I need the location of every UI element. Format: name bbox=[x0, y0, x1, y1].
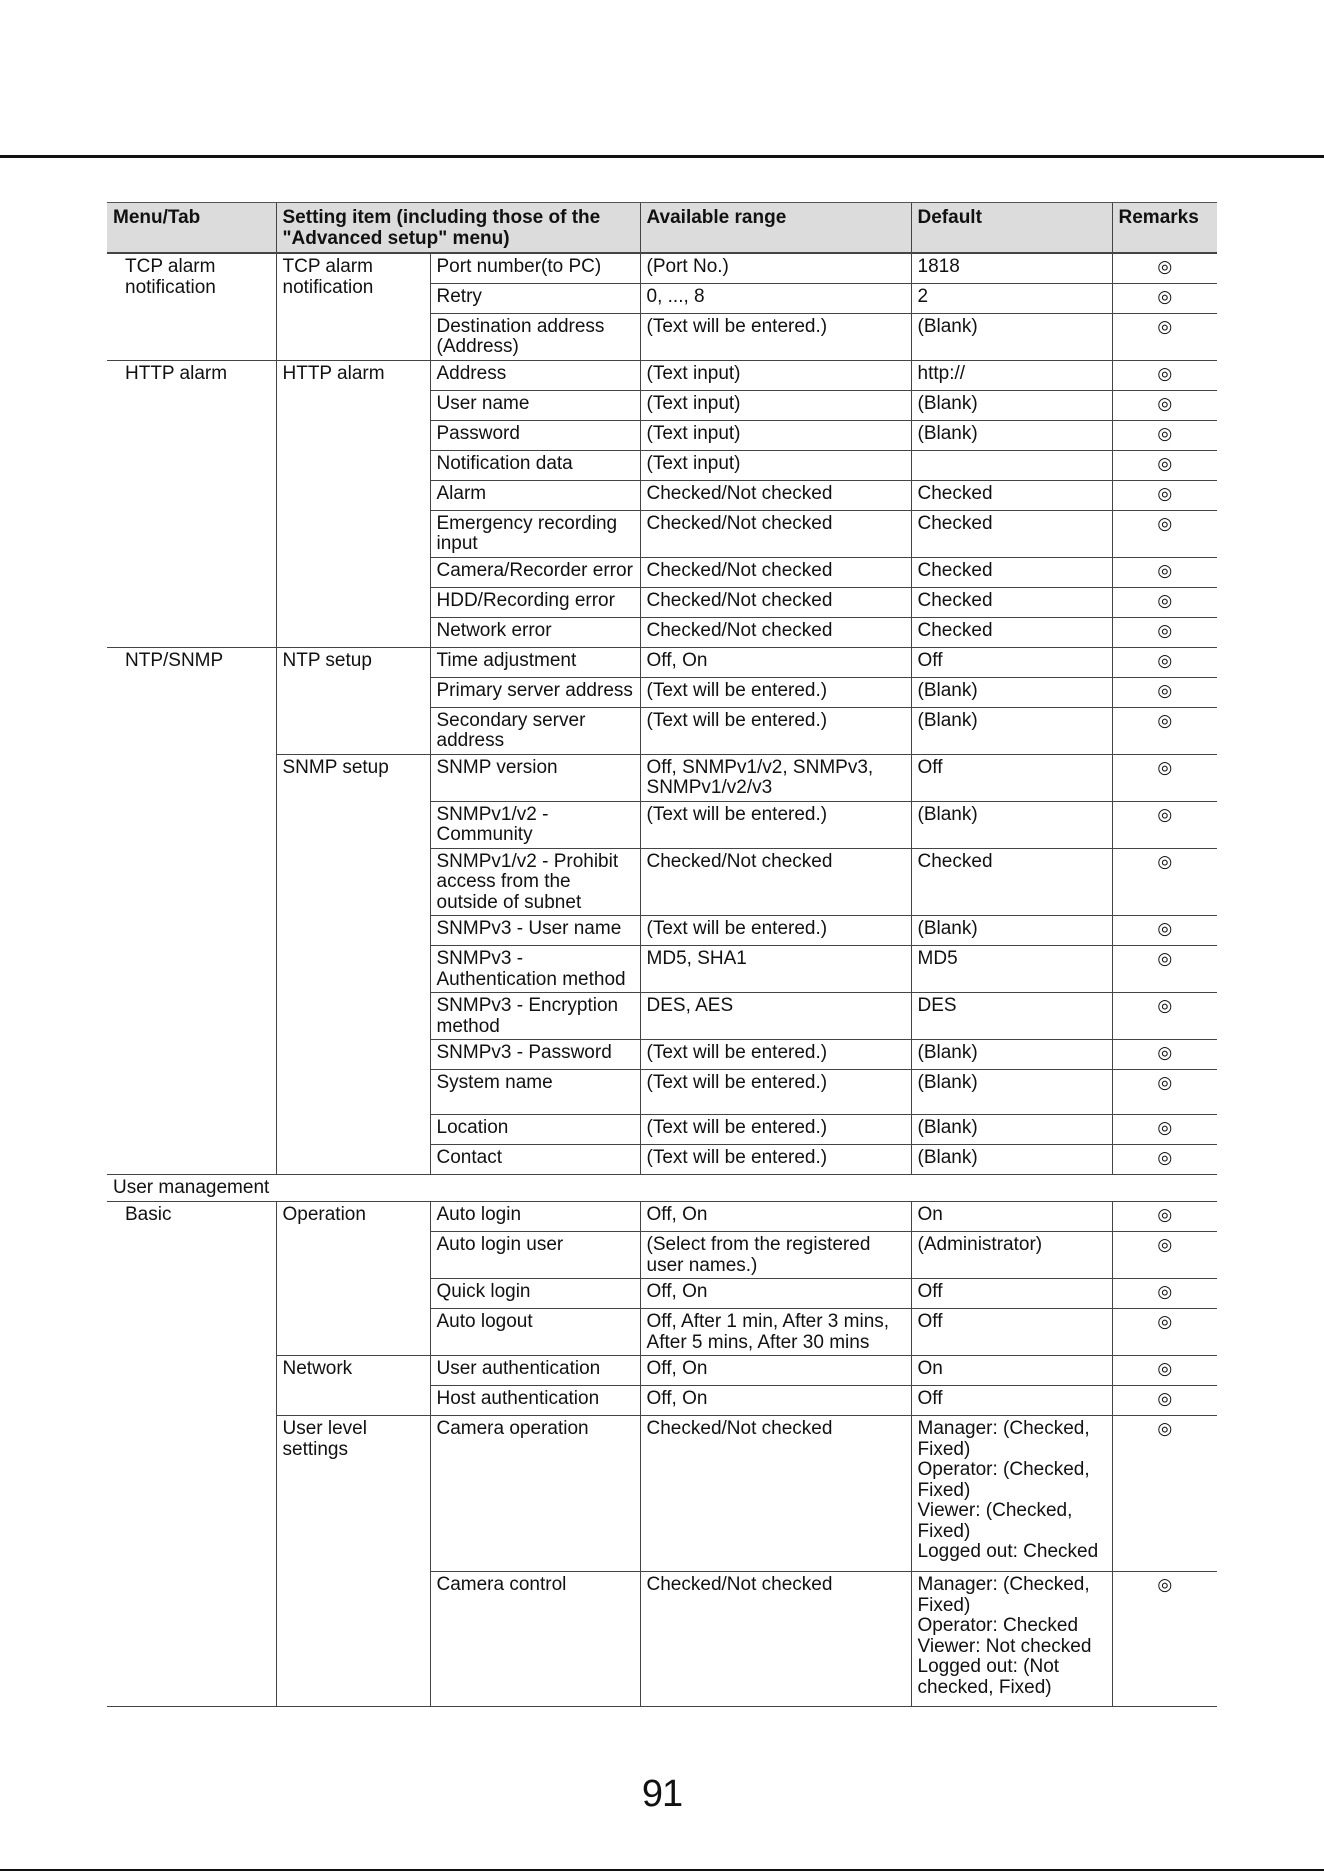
available-range: Off, On bbox=[640, 647, 911, 677]
available-range: Checked/Not checked bbox=[640, 587, 911, 617]
setting-item: Location bbox=[430, 1115, 640, 1145]
setting-item: Camera control bbox=[430, 1572, 640, 1707]
remarks-mark: ◎ bbox=[1112, 1279, 1217, 1309]
setting-item: Password bbox=[430, 420, 640, 450]
remarks-mark: ◎ bbox=[1112, 1356, 1217, 1386]
header-setting-item: Setting item (including those of the "Advanced setup" menu) bbox=[276, 203, 640, 254]
table-body bbox=[107, 253, 1217, 1707]
setting-item: Secondary server address bbox=[430, 707, 640, 754]
tab-cell: TCP alarm notification bbox=[276, 253, 430, 360]
available-range: Off, On bbox=[640, 1202, 911, 1232]
default-value: Checked bbox=[911, 848, 1112, 916]
available-range: Checked/Not checked bbox=[640, 1572, 911, 1707]
remarks-mark: ◎ bbox=[1112, 1145, 1217, 1175]
setting-item: Alarm bbox=[430, 480, 640, 510]
remarks-mark: ◎ bbox=[1112, 1416, 1217, 1572]
setting-item: Retry bbox=[430, 283, 640, 313]
remarks-mark: ◎ bbox=[1112, 946, 1217, 993]
remarks-mark: ◎ bbox=[1112, 1202, 1217, 1232]
default-value: (Blank) bbox=[911, 677, 1112, 707]
remarks-mark: ◎ bbox=[1112, 1040, 1217, 1070]
default-value: Manager: (Checked, Fixed) Operator: (Checked, Fixed) Viewer: (Checked, Fixed) Logged out: Checked bbox=[911, 1416, 1112, 1572]
remarks-mark: ◎ bbox=[1112, 1309, 1217, 1356]
default-value: (Blank) bbox=[911, 801, 1112, 848]
available-range: (Select from the registered user names.) bbox=[640, 1232, 911, 1279]
default-value: http:// bbox=[911, 360, 1112, 390]
remarks-mark: ◎ bbox=[1112, 754, 1217, 801]
setting-item: Emergency recording input bbox=[430, 510, 640, 557]
remarks-mark: ◎ bbox=[1112, 1070, 1217, 1115]
setting-item: Camera operation bbox=[430, 1416, 640, 1572]
tab-cell: User level settings bbox=[276, 1416, 430, 1707]
remarks-mark: ◎ bbox=[1112, 480, 1217, 510]
default-value: (Blank) bbox=[911, 420, 1112, 450]
setting-item: Host authentication bbox=[430, 1386, 640, 1416]
default-value: Off bbox=[911, 1279, 1112, 1309]
header-default: Default bbox=[911, 203, 1112, 254]
default-value: DES bbox=[911, 993, 1112, 1040]
tab-cell: NTP setup bbox=[276, 647, 430, 754]
setting-item: SNMPv3 - User name bbox=[430, 916, 640, 946]
available-range: Checked/Not checked bbox=[640, 1416, 911, 1572]
page-number: 91 bbox=[641, 1773, 683, 1815]
remarks-mark: ◎ bbox=[1112, 1232, 1217, 1279]
remarks-mark: ◎ bbox=[1112, 677, 1217, 707]
tab-cell: Operation bbox=[276, 1202, 430, 1356]
default-value: MD5 bbox=[911, 946, 1112, 993]
setting-item: SNMPv1/v2 - Prohibit access from the outside of subnet bbox=[430, 848, 640, 916]
available-range: (Text input) bbox=[640, 450, 911, 480]
available-range: (Text input) bbox=[640, 390, 911, 420]
default-value bbox=[911, 450, 1112, 480]
remarks-mark: ◎ bbox=[1112, 510, 1217, 557]
setting-item: Port number(to PC) bbox=[430, 253, 640, 283]
default-value: (Blank) bbox=[911, 1115, 1112, 1145]
available-range: DES, AES bbox=[640, 993, 911, 1040]
remarks-mark: ◎ bbox=[1112, 283, 1217, 313]
setting-item: Network error bbox=[430, 617, 640, 647]
top-rule bbox=[0, 155, 1324, 158]
default-value: On bbox=[911, 1356, 1112, 1386]
settings-table bbox=[107, 202, 1217, 1707]
remarks-mark: ◎ bbox=[1112, 253, 1217, 283]
remarks-mark: ◎ bbox=[1112, 360, 1217, 390]
default-value: (Blank) bbox=[911, 707, 1112, 754]
available-range: (Text will be entered.) bbox=[640, 916, 911, 946]
remarks-mark: ◎ bbox=[1112, 450, 1217, 480]
setting-item: SNMPv3 - Password bbox=[430, 1040, 640, 1070]
remarks-mark: ◎ bbox=[1112, 1572, 1217, 1707]
default-value: Checked bbox=[911, 557, 1112, 587]
default-value: (Administrator) bbox=[911, 1232, 1112, 1279]
setting-item: System name bbox=[430, 1070, 640, 1115]
available-range: Checked/Not checked bbox=[640, 617, 911, 647]
tab-cell: HTTP alarm bbox=[276, 360, 430, 647]
setting-item: Camera/Recorder error bbox=[430, 557, 640, 587]
header-menu-tab: Menu/Tab bbox=[107, 203, 276, 254]
available-range: (Text input) bbox=[640, 420, 911, 450]
default-value: On bbox=[911, 1202, 1112, 1232]
setting-item: Auto login bbox=[430, 1202, 640, 1232]
setting-item: Destination address (Address) bbox=[430, 313, 640, 360]
available-range: Off, On bbox=[640, 1386, 911, 1416]
remarks-mark: ◎ bbox=[1112, 848, 1217, 916]
menu-cell: HTTP alarm bbox=[107, 360, 276, 647]
menu-cell: NTP/SNMP bbox=[107, 647, 276, 1175]
setting-item: SNMPv1/v2 - Community bbox=[430, 801, 640, 848]
available-range: Checked/Not checked bbox=[640, 510, 911, 557]
remarks-mark: ◎ bbox=[1112, 587, 1217, 617]
default-value: (Blank) bbox=[911, 1070, 1112, 1115]
setting-item: Auto logout bbox=[430, 1309, 640, 1356]
setting-item: SNMPv3 - Encryption method bbox=[430, 993, 640, 1040]
section-row bbox=[107, 1175, 1217, 1202]
setting-item: User name bbox=[430, 390, 640, 420]
available-range: Off, After 1 min, After 3 mins, After 5 mins, After 30 mins bbox=[640, 1309, 911, 1356]
table-row bbox=[107, 253, 1217, 283]
available-range: (Text will be entered.) bbox=[640, 1040, 911, 1070]
default-value: Manager: (Checked, Fixed) Operator: Checked Viewer: Not checked Logged out: (Not checked, Fixed) bbox=[911, 1572, 1112, 1707]
default-value: Checked bbox=[911, 617, 1112, 647]
setting-item: HDD/Recording error bbox=[430, 587, 640, 617]
available-range: (Text will be entered.) bbox=[640, 1070, 911, 1115]
available-range: Off, SNMPv1/v2, SNMPv3, SNMPv1/v2/v3 bbox=[640, 754, 911, 801]
remarks-mark: ◎ bbox=[1112, 801, 1217, 848]
setting-item: Notification data bbox=[430, 450, 640, 480]
table-row bbox=[107, 647, 1217, 677]
table-row bbox=[107, 1202, 1217, 1232]
remarks-mark: ◎ bbox=[1112, 707, 1217, 754]
tab-cell: SNMP setup bbox=[276, 754, 430, 1175]
setting-item: Contact bbox=[430, 1145, 640, 1175]
available-range: (Text will be entered.) bbox=[640, 707, 911, 754]
available-range: (Text will be entered.) bbox=[640, 313, 911, 360]
setting-item: Address bbox=[430, 360, 640, 390]
available-range: 0, ..., 8 bbox=[640, 283, 911, 313]
default-value: Checked bbox=[911, 480, 1112, 510]
default-value: (Blank) bbox=[911, 390, 1112, 420]
available-range: Off, On bbox=[640, 1279, 911, 1309]
default-value: Off bbox=[911, 1386, 1112, 1416]
default-value: (Blank) bbox=[911, 1040, 1112, 1070]
setting-item: Primary server address bbox=[430, 677, 640, 707]
available-range: Checked/Not checked bbox=[640, 848, 911, 916]
remarks-mark: ◎ bbox=[1112, 617, 1217, 647]
default-value: (Blank) bbox=[911, 313, 1112, 360]
remarks-mark: ◎ bbox=[1112, 420, 1217, 450]
setting-item: Time adjustment bbox=[430, 647, 640, 677]
setting-item: Auto login user bbox=[430, 1232, 640, 1279]
remarks-mark: ◎ bbox=[1112, 557, 1217, 587]
default-value: 2 bbox=[911, 283, 1112, 313]
default-value: Off bbox=[911, 647, 1112, 677]
remarks-mark: ◎ bbox=[1112, 916, 1217, 946]
tab-cell: Network bbox=[276, 1356, 430, 1416]
remarks-mark: ◎ bbox=[1112, 390, 1217, 420]
table-header-row bbox=[107, 203, 1217, 254]
setting-item: SNMP version bbox=[430, 754, 640, 801]
available-range: (Text will be entered.) bbox=[640, 801, 911, 848]
setting-item: SNMPv3 - Authentication method bbox=[430, 946, 640, 993]
remarks-mark: ◎ bbox=[1112, 993, 1217, 1040]
section-title: User management bbox=[107, 1175, 1217, 1202]
table-row bbox=[107, 360, 1217, 390]
available-range: (Port No.) bbox=[640, 253, 911, 283]
available-range: (Text will be entered.) bbox=[640, 1115, 911, 1145]
default-value: 1818 bbox=[911, 253, 1112, 283]
header-available-range: Available range bbox=[640, 203, 911, 254]
default-value: (Blank) bbox=[911, 916, 1112, 946]
available-range: (Text will be entered.) bbox=[640, 1145, 911, 1175]
header-remarks: Remarks bbox=[1112, 203, 1217, 254]
default-value: (Blank) bbox=[911, 1145, 1112, 1175]
available-range: (Text input) bbox=[640, 360, 911, 390]
available-range: Checked/Not checked bbox=[640, 557, 911, 587]
available-range: Off, On bbox=[640, 1356, 911, 1386]
menu-cell: Basic bbox=[107, 1202, 276, 1707]
setting-item: User authentication bbox=[430, 1356, 640, 1386]
menu-cell: TCP alarm notification bbox=[107, 253, 276, 360]
remarks-mark: ◎ bbox=[1112, 1386, 1217, 1416]
available-range: MD5, SHA1 bbox=[640, 946, 911, 993]
setting-item: Quick login bbox=[430, 1279, 640, 1309]
available-range: (Text will be entered.) bbox=[640, 677, 911, 707]
default-value: Checked bbox=[911, 587, 1112, 617]
bottom-rule bbox=[0, 1869, 1324, 1871]
default-value: Off bbox=[911, 754, 1112, 801]
available-range: Checked/Not checked bbox=[640, 480, 911, 510]
default-value: Checked bbox=[911, 510, 1112, 557]
remarks-mark: ◎ bbox=[1112, 313, 1217, 360]
remarks-mark: ◎ bbox=[1112, 1115, 1217, 1145]
default-value: Off bbox=[911, 1309, 1112, 1356]
remarks-mark: ◎ bbox=[1112, 647, 1217, 677]
